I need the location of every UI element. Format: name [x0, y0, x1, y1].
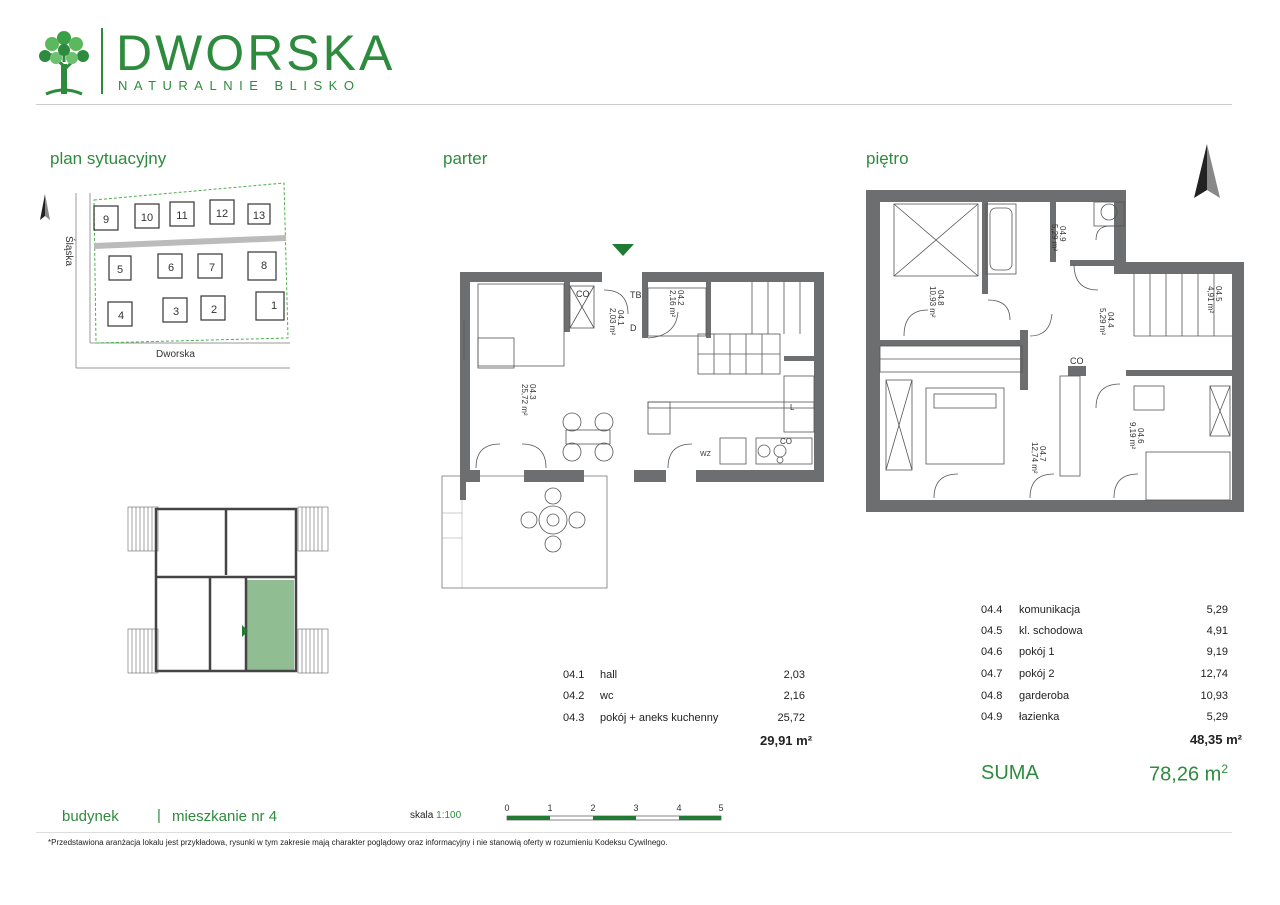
room-number: 04.9	[981, 711, 1003, 723]
room-area: 12,74	[1200, 668, 1228, 680]
scale-tick-label: 5	[718, 803, 724, 813]
lot-label: 9	[102, 214, 110, 226]
tree-logo-icon	[36, 26, 92, 96]
room-04-6-area: 9,19 m²	[1128, 422, 1137, 450]
room-04-7-no: 04.7	[1038, 446, 1047, 462]
room-area: 4,91	[1206, 625, 1228, 637]
room-number: 04.4	[981, 604, 1003, 616]
room-04-1-area: 2,03 m²	[608, 308, 617, 336]
scale-tick-label: 1	[547, 803, 553, 813]
room-04-8-area: 10,93 m²	[928, 286, 937, 318]
table-row	[981, 711, 1241, 727]
logo	[36, 26, 92, 96]
room-04-6-no: 04.6	[1136, 428, 1145, 444]
building-label: budynek	[62, 808, 119, 825]
scale-text: skala	[410, 810, 434, 821]
lot-label: 4	[117, 310, 125, 322]
room-area: 25,72	[777, 712, 805, 724]
building-key-plan	[126, 505, 330, 677]
room-04-8-no: 04.8	[936, 290, 945, 306]
ground-total: 29,91 m²	[760, 733, 813, 748]
room-area: 2,03	[783, 669, 805, 681]
room-04-3-area: 25,72 m²	[520, 384, 529, 416]
room-04-9-no: 04.9	[1058, 226, 1067, 242]
room-name: garderoba	[1019, 690, 1070, 702]
room-number: 04.1	[563, 669, 585, 681]
logo-divider	[101, 28, 103, 94]
scale-tick-label: 4	[676, 803, 682, 813]
lot-label: 7	[208, 262, 216, 274]
scale-value: 1:100	[436, 810, 462, 821]
lot-label: 13	[252, 210, 266, 222]
north-arrow-icon	[1194, 144, 1207, 198]
upper-rooms-table	[981, 604, 1241, 724]
room-name: wc	[600, 690, 614, 702]
table-row	[981, 646, 1241, 662]
room-number: 04.3	[563, 712, 585, 724]
room-04-3-no: 04.3	[528, 384, 537, 400]
room-area: 2,16	[783, 690, 805, 702]
upper-total: 48,35 m²	[1189, 732, 1242, 747]
lot-label: 12	[215, 208, 229, 220]
disclaimer: *Przedstawiona aranżacja lokalu jest przykładowa, rysunki w tym zakresie mają charakter poglądowy oraz informacyjny i nie stanowią oferty w rozumieniu Kodeksu Cywilnego.	[48, 838, 668, 847]
site-plan-title: plan sytuacyjny	[50, 149, 167, 168]
ground-floor-plan	[438, 238, 833, 593]
co-label: CO	[576, 289, 590, 299]
room-name: pokój 2	[1019, 668, 1055, 680]
site-plan	[30, 178, 300, 378]
room-04-9-area: 5,29 m²	[1050, 224, 1059, 252]
street-label-side: Śląska	[63, 236, 74, 267]
sum-value-exponent: 2	[1221, 762, 1228, 776]
co-label: CO	[1070, 356, 1084, 366]
room-name: pokój + aneks kuchenny	[600, 712, 719, 724]
lot-label: 5	[116, 264, 124, 276]
table-row	[563, 690, 819, 706]
room-area: 9,19	[1206, 646, 1228, 658]
sum-label: SUMA	[981, 762, 1039, 784]
upper-floor-plan	[864, 140, 1250, 515]
scale-label	[410, 810, 461, 821]
lot-label: 3	[172, 306, 180, 318]
room-area: 10,93	[1200, 690, 1228, 702]
room-number: 04.8	[981, 690, 1003, 702]
room-04-5-no: 04.5	[1214, 286, 1223, 302]
table-row	[563, 669, 819, 685]
d-label: D	[630, 323, 637, 333]
brand-tagline: NATURALNIE BLISKO	[118, 78, 361, 93]
tb-label: TB	[630, 290, 642, 300]
room-04-2-area: 2,16 m²	[668, 290, 677, 318]
highlighted-unit	[247, 580, 294, 670]
room-04-7-area: 12,74 m²	[1030, 442, 1039, 474]
room-name: hall	[600, 669, 618, 681]
scale-tick-label: 0	[504, 803, 510, 813]
room-04-1-no: 04.1	[616, 310, 625, 326]
ground-floor-title: parter	[443, 149, 488, 168]
room-area: 5,29	[1206, 604, 1228, 616]
footer-rule	[36, 832, 1232, 833]
sum-value	[1149, 762, 1228, 787]
room-04-4-no: 04.4	[1106, 312, 1115, 328]
table-row	[981, 690, 1241, 706]
wz-label: WZ	[700, 451, 711, 458]
scale-bar	[505, 801, 725, 823]
room-name: kl. schodowa	[1019, 625, 1083, 637]
upper-floor-title: piętro	[866, 149, 909, 168]
lot-label: 6	[167, 262, 175, 274]
room-number: 04.6	[981, 646, 1003, 658]
sum-value-number: 78,26 m	[1149, 763, 1222, 786]
room-name: komunikacja	[1019, 604, 1081, 616]
brand-name: DWORSKA	[116, 25, 396, 81]
street-label-bottom: Dworska	[156, 349, 195, 360]
co-label-2: CO	[780, 437, 792, 446]
room-number: 04.2	[563, 690, 585, 702]
header-rule	[36, 104, 1232, 105]
room-04-4-area: 5,29 m²	[1098, 308, 1107, 336]
lot-label: 2	[210, 304, 218, 316]
lot-label: 10	[140, 212, 154, 224]
room-04-2-no: 04.2	[676, 290, 685, 306]
room-name: pokój 1	[1019, 646, 1055, 658]
ground-rooms-table	[563, 669, 819, 729]
scale-tick-label: 3	[633, 803, 639, 813]
room-number: 04.7	[981, 668, 1003, 680]
table-row	[981, 604, 1241, 620]
apartment-label: mieszkanie nr 4	[172, 808, 278, 825]
lot-label: 8	[260, 260, 268, 272]
lot-label: 1	[270, 300, 278, 312]
lot-label: 11	[176, 210, 188, 222]
room-04-5-area: 4,91 m²	[1206, 286, 1215, 314]
north-arrow-icon	[40, 194, 45, 220]
footer-separator: |	[157, 807, 161, 824]
room-name: łazienka	[1019, 711, 1060, 723]
scale-tick-label: 2	[590, 803, 596, 813]
table-row	[981, 625, 1241, 641]
room-area: 5,29	[1206, 711, 1228, 723]
room-number: 04.5	[981, 625, 1003, 637]
l-label: L	[790, 403, 795, 412]
table-row	[563, 712, 819, 728]
table-row	[981, 668, 1241, 684]
entrance-marker-icon	[612, 244, 634, 256]
